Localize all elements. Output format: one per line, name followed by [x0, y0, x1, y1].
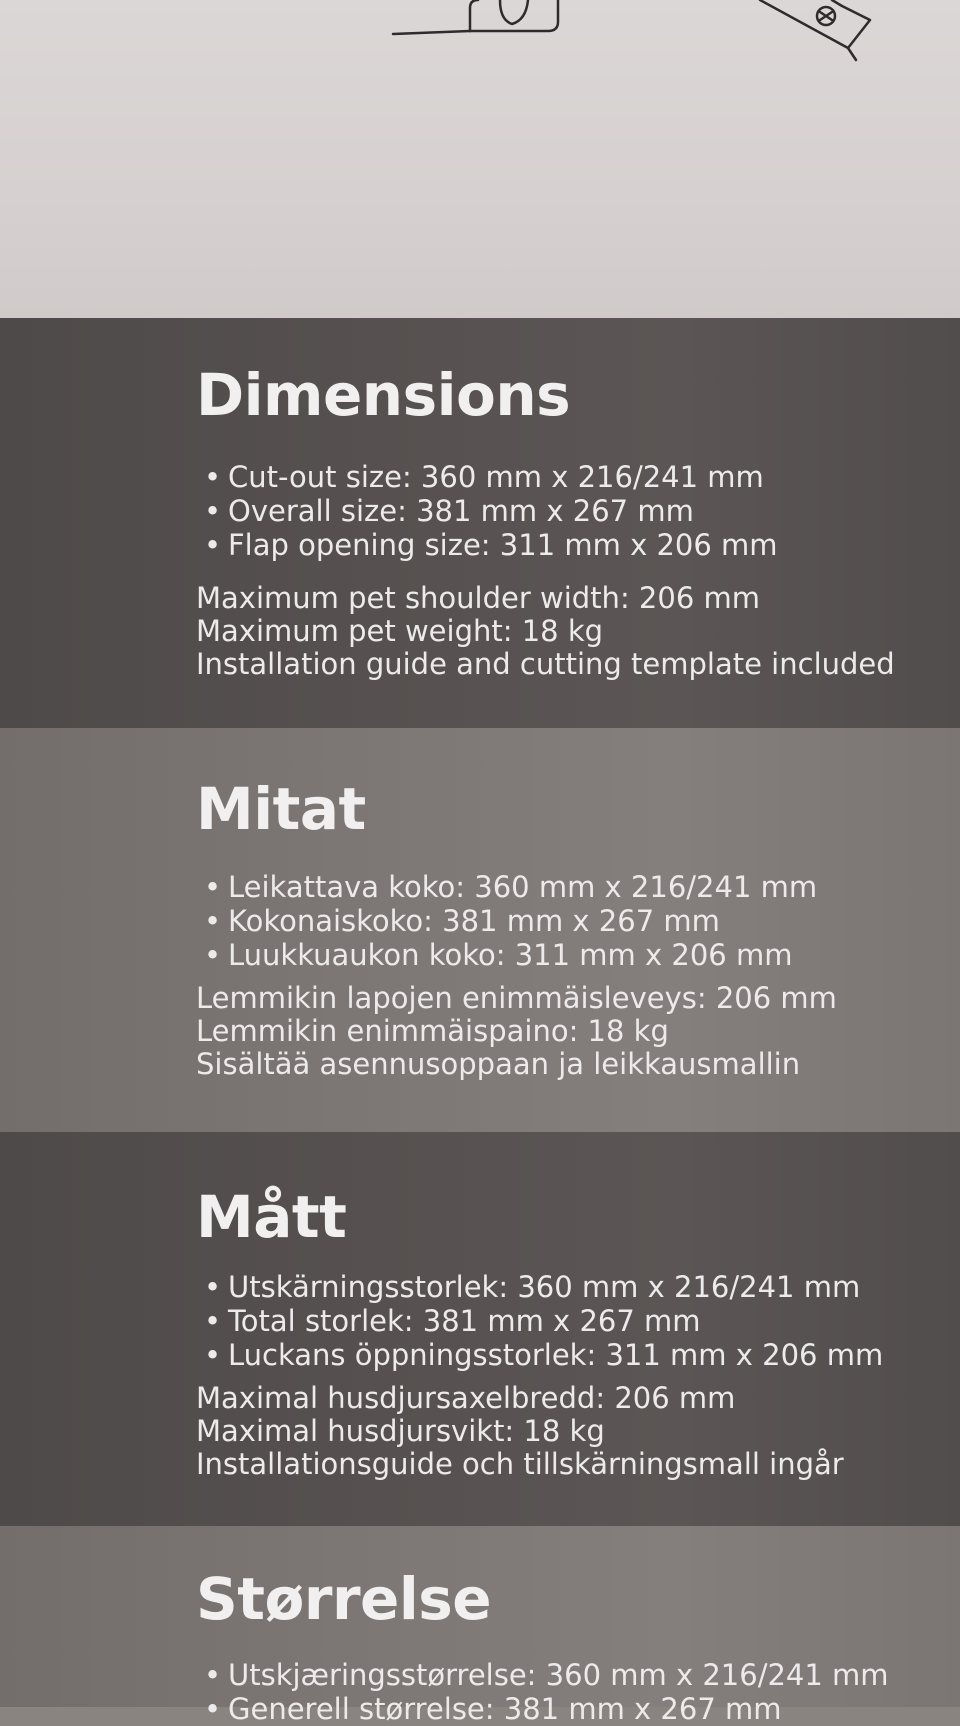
- list-item: • Generell størrelse: 381 mm x 267 mm: [204, 1692, 889, 1726]
- size-list: [204, 460, 778, 562]
- spec-line: Installationsguide och tillskärningsmall ingår: [196, 1447, 844, 1481]
- illustration-tool-mark: [820, 12, 832, 20]
- section-dimensions-swedish: [0, 1132, 960, 1526]
- spec-line: Installation guide and cutting template included: [196, 647, 895, 681]
- list-item: • Kokonaiskoko: 381 mm x 267 mm: [204, 904, 817, 938]
- illustration-tool: [760, 0, 870, 48]
- illustration-flap-frame: [470, 0, 558, 31]
- section-dimensions-finnish: [0, 728, 960, 1132]
- spec-notes: [196, 982, 837, 1081]
- installation-illustration: [0, 0, 960, 318]
- section-heading: Mått: [196, 1183, 347, 1251]
- spec-notes: [196, 582, 895, 681]
- list-item: • Overall size: 381 mm x 267 mm: [204, 494, 778, 528]
- spec-line: Maximum pet weight: 18 kg: [196, 614, 604, 648]
- spec-line: Lemmikin enimmäispaino: 18 kg: [196, 1014, 669, 1048]
- list-item: • Luukkuaukon koko: 311 mm x 206 mm: [204, 938, 817, 972]
- illustration-tool-edge: [848, 48, 856, 60]
- section-heading: Størrelse: [196, 1565, 492, 1633]
- list-item: • Luckans öppningsstorlek: 311 mm x 206 mm: [204, 1338, 883, 1372]
- list-item: • Flap opening size: 311 mm x 206 mm: [204, 528, 778, 562]
- list-item: • Utskärningsstorlek: 360 mm x 216/241 mm: [204, 1270, 883, 1304]
- spec-notes: [196, 1382, 844, 1481]
- illustration-flap-knob: [500, 0, 528, 24]
- spec-line: Maximum pet shoulder width: 206 mm: [196, 581, 760, 615]
- section-dimensions-english: [0, 318, 960, 728]
- packaging-top-area: [0, 0, 960, 318]
- size-list: [204, 1658, 889, 1726]
- section-heading: Dimensions: [196, 361, 571, 429]
- illustration-line: [393, 31, 470, 34]
- spec-line: Maximal husdjursaxelbredd: 206 mm: [196, 1381, 736, 1415]
- spec-line: Lemmikin lapojen enimmäisleveys: 206 mm: [196, 981, 837, 1015]
- size-list: [204, 1270, 883, 1372]
- spec-line: Sisältää asennusoppaan ja leikkausmallin: [196, 1047, 801, 1081]
- list-item: • Total storlek: 381 mm x 267 mm: [204, 1304, 883, 1338]
- list-item: • Utskjæringsstørrelse: 360 mm x 216/241 mm: [204, 1658, 889, 1692]
- illustration-door-edge: [470, 0, 478, 31]
- section-dimensions-norwegian: [0, 1526, 960, 1726]
- spec-line: Maximal husdjursvikt: 18 kg: [196, 1414, 605, 1448]
- size-list: [204, 870, 817, 972]
- section-heading: Mitat: [196, 775, 366, 843]
- list-item: • Leikattava koko: 360 mm x 216/241 mm: [204, 870, 817, 904]
- list-item: • Cut-out size: 360 mm x 216/241 mm: [204, 460, 778, 494]
